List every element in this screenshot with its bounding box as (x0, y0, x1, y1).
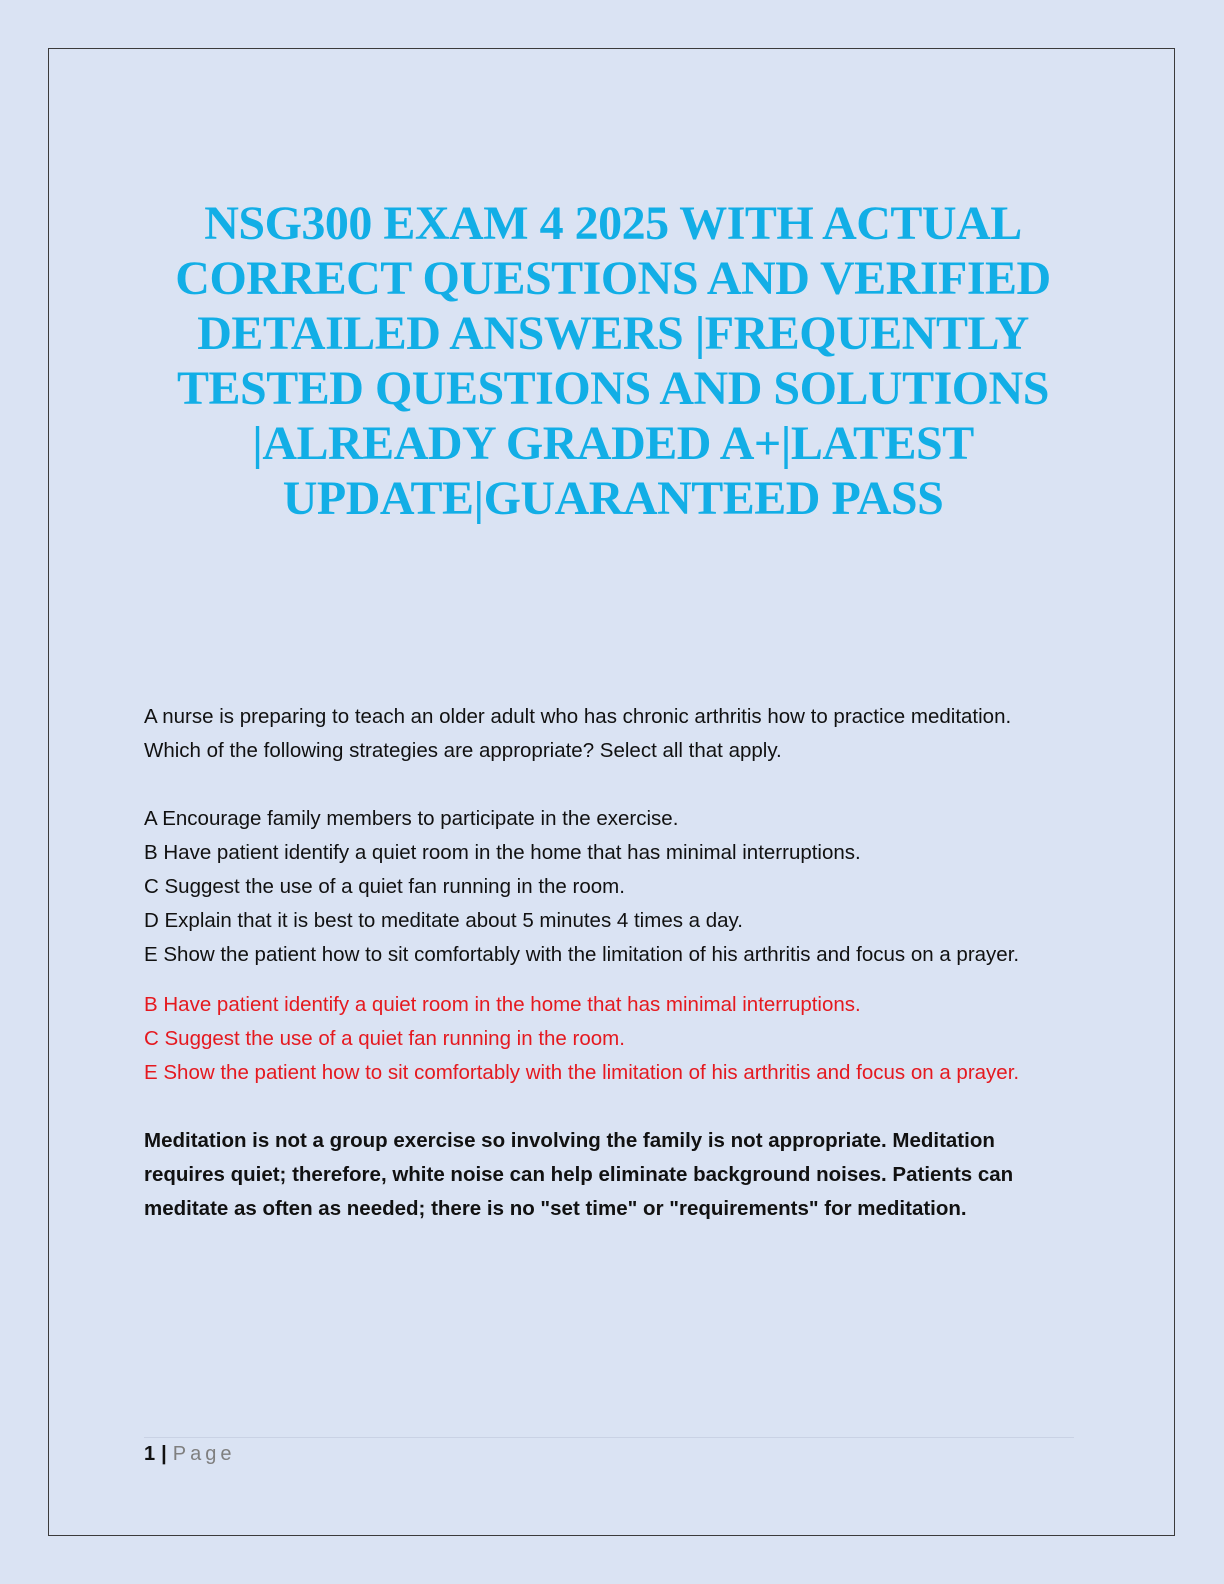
answer-c: C Suggest the use of a quiet fan running in the room. (144, 1027, 625, 1050)
footer-divider (144, 1437, 1074, 1438)
page-number: 1 (144, 1443, 156, 1465)
rationale-text: Meditation is not a group exercise so involving the family is not appropriate. Meditation requires quiet; therefore, white noise can help eliminate background noises. Patients can meditate as often as needed; there is no "set time" or "requirements" for meditation. (144, 1129, 1014, 1220)
spacer (144, 972, 1044, 988)
page-label: Page (172, 1443, 236, 1465)
option-b: B Have patient identify a quiet room in the home that has minimal interruptions. (144, 841, 861, 864)
option-d: D Explain that it is best to meditate about 5 minutes 4 times a day. (144, 909, 743, 932)
spacer (144, 768, 1044, 802)
answer-list (144, 988, 1044, 1090)
question-block (144, 700, 1044, 1226)
question-stem: A nurse is preparing to teach an older adult who has chronic arthritis how to practice meditation. Which of the following strategies are appropriate? Select all that apply. (144, 705, 1012, 762)
option-a: A Encourage family members to participate in the exercise. (144, 807, 679, 830)
page-footer (144, 1440, 235, 1468)
spacer (144, 1090, 1044, 1124)
document-title: NSG300 EXAM 4 2025 WITH ACTUAL CORRECT QUESTIONS AND VERIFIED DETAILED ANSWERS |FREQUENTLY TESTED QUESTIONS AND SOLUTIONS |ALREADY GRADED A+|LATEST UPDATE|GUARANTEED PASS (175, 197, 1051, 525)
option-e: E Show the patient how to sit comfortably with the limitation of his arthritis and focus on a prayer. (144, 943, 1020, 966)
answer-b: B Have patient identify a quiet room in the home that has minimal interruptions. (144, 993, 861, 1016)
answer-e: E Show the patient how to sit comfortably with the limitation of his arthritis and focus on a prayer. (144, 1061, 1020, 1084)
option-c: C Suggest the use of a quiet fan running in the room. (144, 875, 625, 898)
footer-separator: | (161, 1443, 167, 1465)
options-list (144, 802, 1044, 972)
